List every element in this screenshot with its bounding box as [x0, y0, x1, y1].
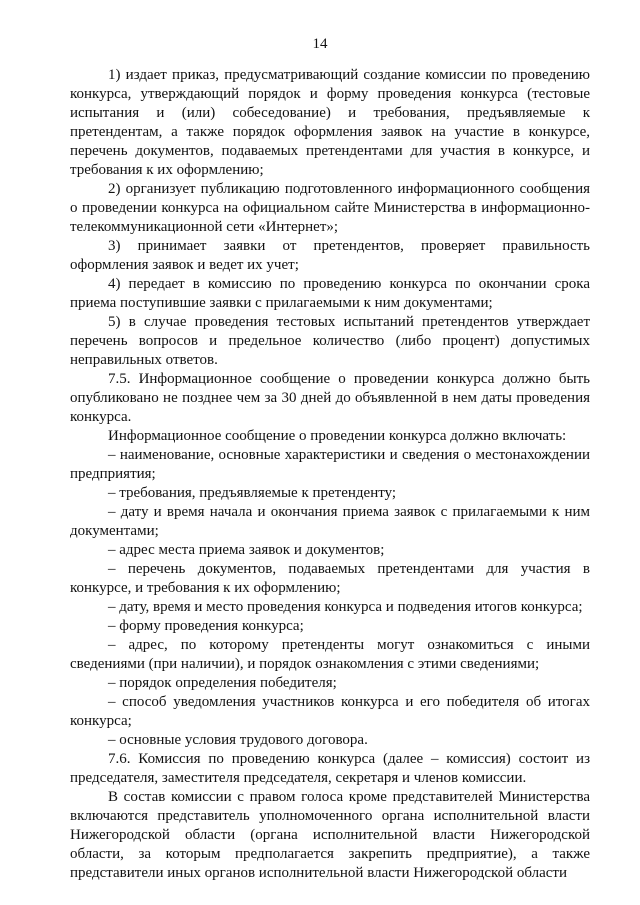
- list-item: – порядок определения победителя;: [108, 675, 337, 691]
- paragraph-1: 1) издает приказ, предусматривающий создание комиссии по проведению конкурса, утверждающий порядок и форму проведения конкурса (тестовые испытания и (или) собеседование) и требования, предъявляемые к претендентам, а также порядок оформления заявок на участие в конкурсе, перечень документов, подаваемых претендентами для участия в конкурсе, и требования к их оформлению;: [70, 67, 590, 178]
- list-item: – форму проведения конкурса;: [108, 618, 304, 634]
- paragraph-6: 7.5. Информационное сообщение о проведении конкурса должно быть опубликовано не позднее чем за 30 дней до объявленной в нем даты проведения конкурса.: [70, 371, 590, 425]
- paragraph-2: 2) организует публикацию подготовленного информационного сообщения о проведении конкурса на официальном сайте Министерства в информационно-телекоммуникационной сети «Интернет»;: [70, 181, 590, 235]
- list-item: – перечень документов, подаваемых претендентами для участия в конкурсе, и требования к их оформлению;: [70, 561, 590, 596]
- document-body: [70, 66, 590, 883]
- paragraph-7: Информационное сообщение о проведении конкурса должно включать:: [108, 428, 567, 444]
- list-item: – адрес, по которому претенденты могут ознакомиться с иными сведениями (при наличии), и порядок ознакомления с этими сведениями;: [70, 637, 590, 672]
- list-item: – наименование, основные характеристики и сведения о местонахождении предприятия;: [70, 447, 590, 482]
- list-item: – основные условия трудового договора.: [108, 732, 368, 748]
- paragraph-5: 5) в случае проведения тестовых испытаний претендентов утверждает перечень вопросов и предельное количество (либо процент) допустимых неправильных ответов.: [70, 314, 590, 368]
- list-item: – способ уведомления участников конкурса и его победителя об итогах конкурса;: [70, 694, 590, 729]
- page-number: 14: [312, 36, 328, 52]
- list-item: – дату, время и место проведения конкурса и подведения итогов конкурса;: [108, 599, 583, 615]
- paragraph-20: В состав комиссии с правом голоса кроме представителей Министерства включаются представитель уполномоченного органа исполнительной власти Нижегородской области (органа исполнительной власти Нижегородской области, за которым предполагается закрепить предприятие), а также представители иных органов исполнительной власти Нижегородской области: [70, 789, 590, 881]
- paragraph-19: 7.6. Комиссия по проведению конкурса (далее – комиссия) состоит из председателя, заместителя председателя, секретаря и членов комиссии.: [70, 751, 590, 786]
- paragraph-4: 4) передает в комиссию по проведению конкурса по окончании срока приема поступившие заявки с прилагаемыми к ним документами;: [70, 276, 590, 311]
- list-item: – дату и время начала и окончания приема заявок с прилагаемыми к ним документами;: [70, 504, 590, 539]
- list-item: – адрес места приема заявок и документов;: [108, 542, 385, 558]
- paragraph-3: 3) принимает заявки от претендентов, проверяет правильность оформления заявок и ведет их учет;: [70, 238, 590, 273]
- list-item: – требования, предъявляемые к претенденту;: [108, 485, 397, 501]
